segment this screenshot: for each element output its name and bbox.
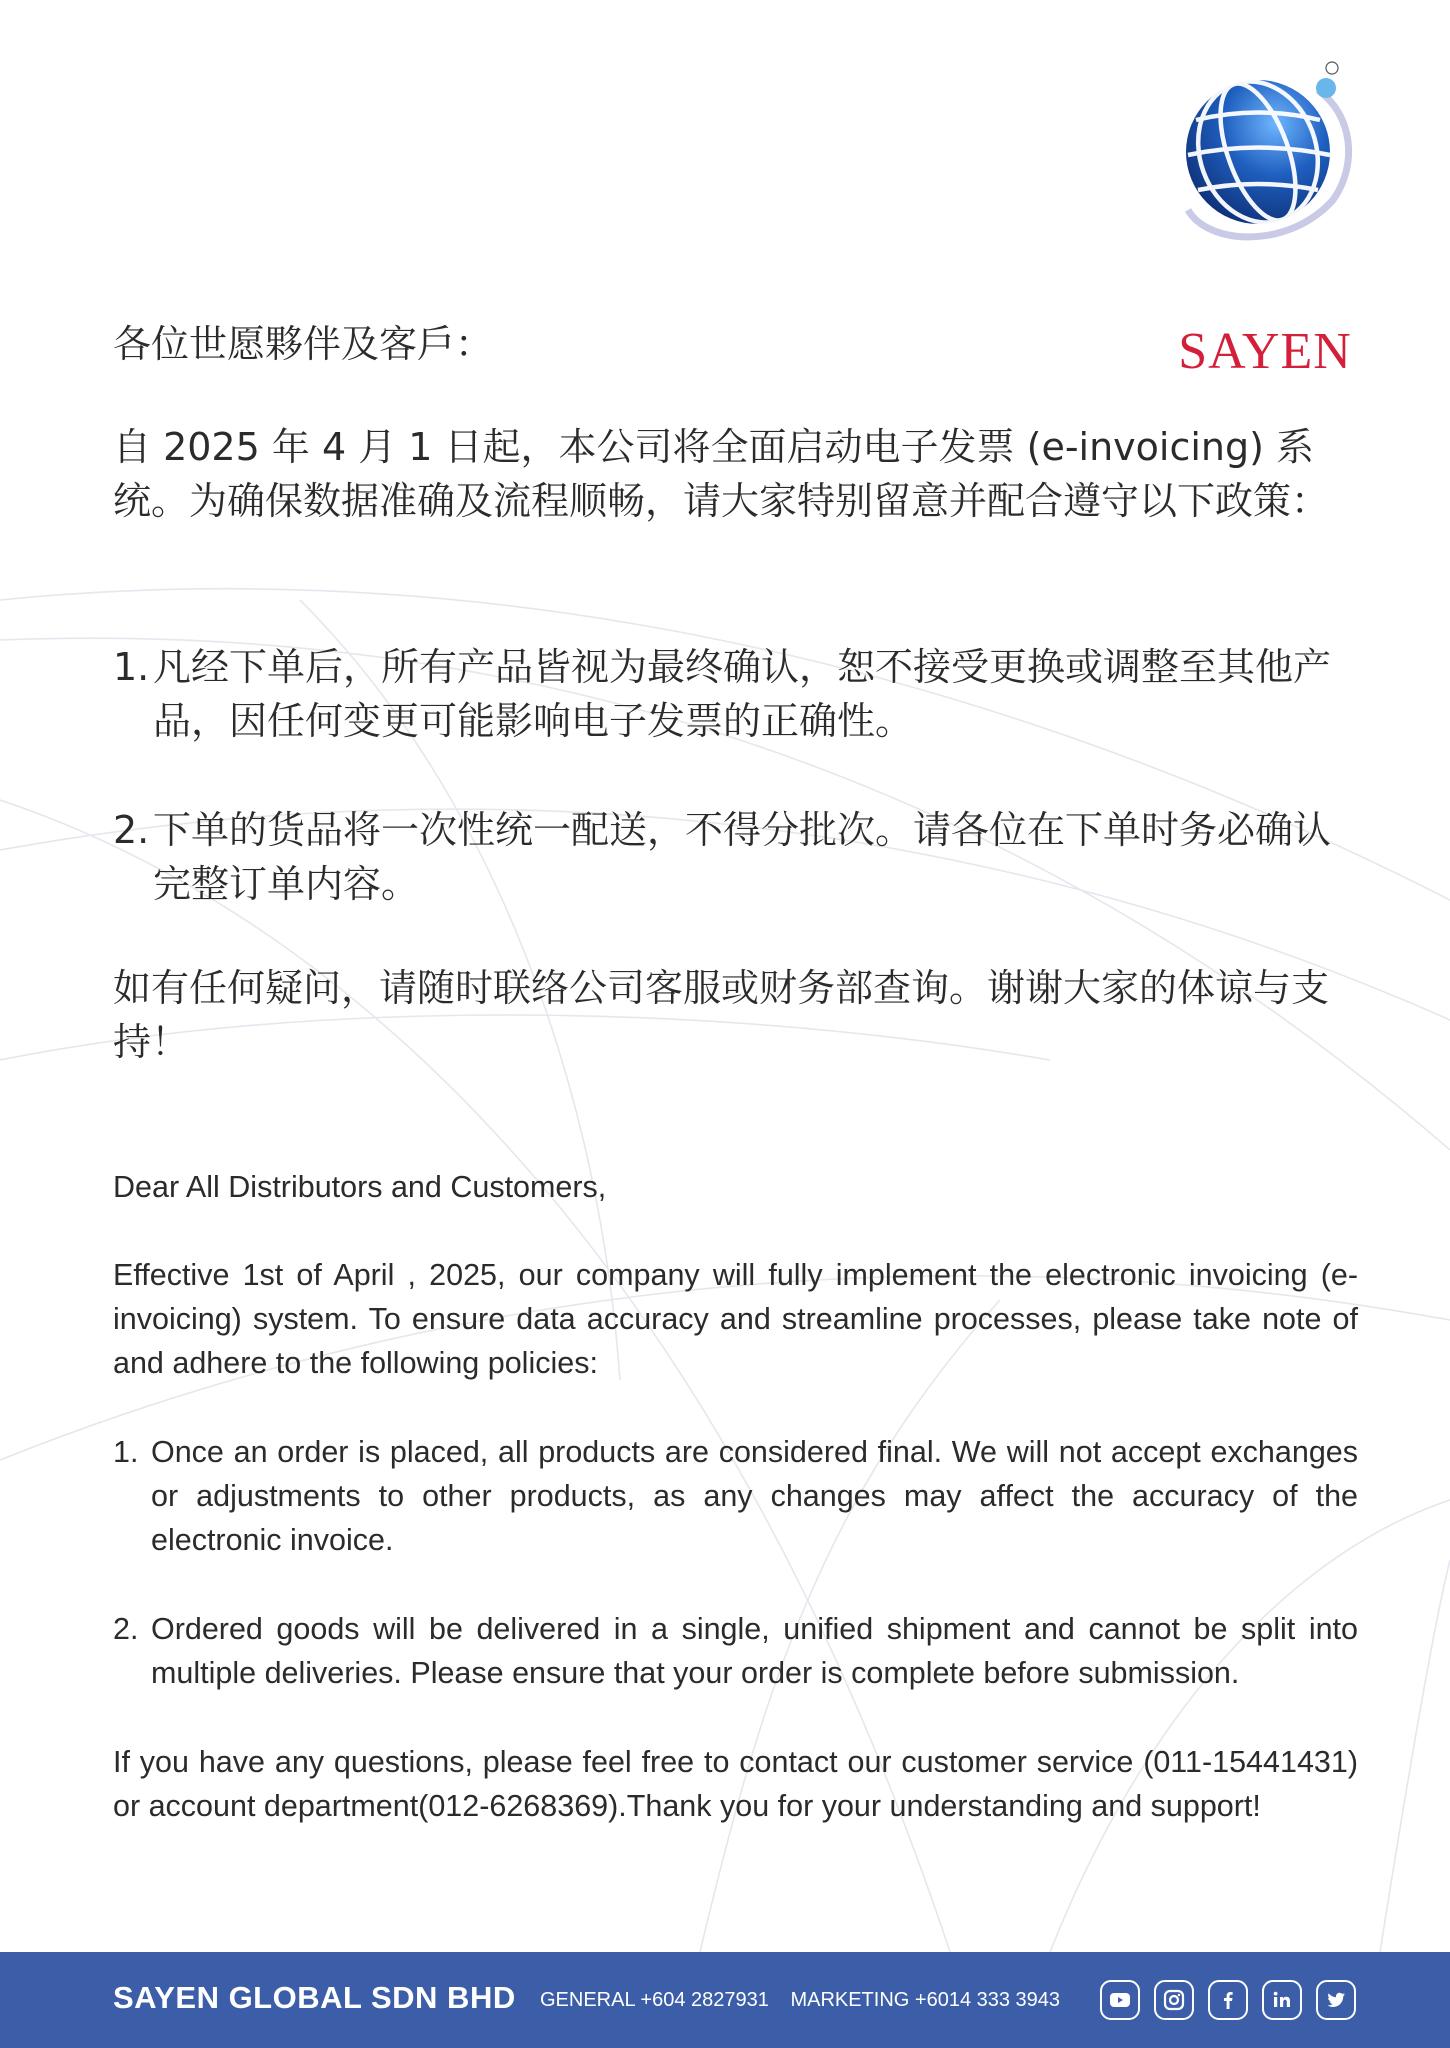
en-item-text: Ordered goods will be delivered in a single, unified shipment and cannot be split into multiple deliveries. Please ensure that your order is complete before submission. — [151, 1612, 1358, 1690]
zh-closing: 如有任何疑问，请随时联络公司客服或财务部查询。谢谢大家的体谅与支持！ — [113, 966, 1330, 1064]
zh-item-number: 2. — [113, 808, 150, 852]
zh-policy-item-2 — [113, 803, 1363, 911]
en-item-number: 2. — [113, 1612, 139, 1646]
en-greeting: Dear All Distributors and Customers, — [113, 1170, 607, 1204]
en-intro: Effective 1st of April , 2025, our company will fully implement the electronic invoicing (e-invoicing) system. To ensure data accuracy and streamline processes, please take note of and adhere to the following policies: — [113, 1258, 1358, 1380]
en-item-text: Once an order is placed, all products are considered final. We will not accept exchanges or adjustments to other products, as any changes may affect the accuracy of the electronic invoice. — [151, 1435, 1358, 1557]
en-policy-item-1 — [113, 1430, 1358, 1562]
zh-greeting: 各位世愿夥伴及客戶： — [113, 322, 494, 366]
en-closing: If you have any questions, please feel free to contact our customer service (011-15441431) or account department(012-6268369).Thank you for your understanding and support! — [113, 1745, 1358, 1823]
zh-intro: 自 2025 年 4 月 1 日起，本公司将全面启动电子发票 (e-invoicing) 系统。为确保数据准确及流程顺畅，请大家特别留意并配合遵守以下政策： — [113, 425, 1330, 523]
footer-bar — [0, 1952, 1450, 2048]
twitter-icon[interactable] — [1316, 1980, 1356, 2020]
marketing-phone: MARKETING +6014 333 3943 — [790, 1989, 1061, 2011]
sayen-logo — [1160, 60, 1360, 380]
youtube-icon[interactable] — [1100, 1980, 1140, 2020]
instagram-icon[interactable] — [1154, 1980, 1194, 2020]
zh-item-text: 下单的货品将一次性统一配送，不得分批次。请各位在下单时务必确认完整订单内容。 — [153, 808, 1332, 906]
footer-company-name: SAYEN GLOBAL SDN BHD — [113, 1980, 516, 2015]
globe-icon — [1168, 60, 1358, 250]
general-phone: GENERAL +604 2827931 — [540, 1989, 769, 2011]
footer-contacts — [540, 1989, 1076, 2012]
facebook-icon[interactable] — [1208, 1980, 1248, 2020]
en-item-number: 1. — [113, 1435, 139, 1469]
en-policy-item-2 — [113, 1607, 1358, 1695]
zh-item-text: 凡经下单后，所有产品皆视为最终确认，恕不接受更换或调整至其他产品，因任何变更可能影响电子发票的正确性。 — [153, 645, 1332, 743]
zh-item-number: 1. — [113, 645, 150, 689]
zh-policy-item-1 — [113, 640, 1363, 748]
linkedin-icon[interactable] — [1262, 1980, 1302, 2020]
logo-wordmark: SAYEN — [1178, 323, 1352, 380]
